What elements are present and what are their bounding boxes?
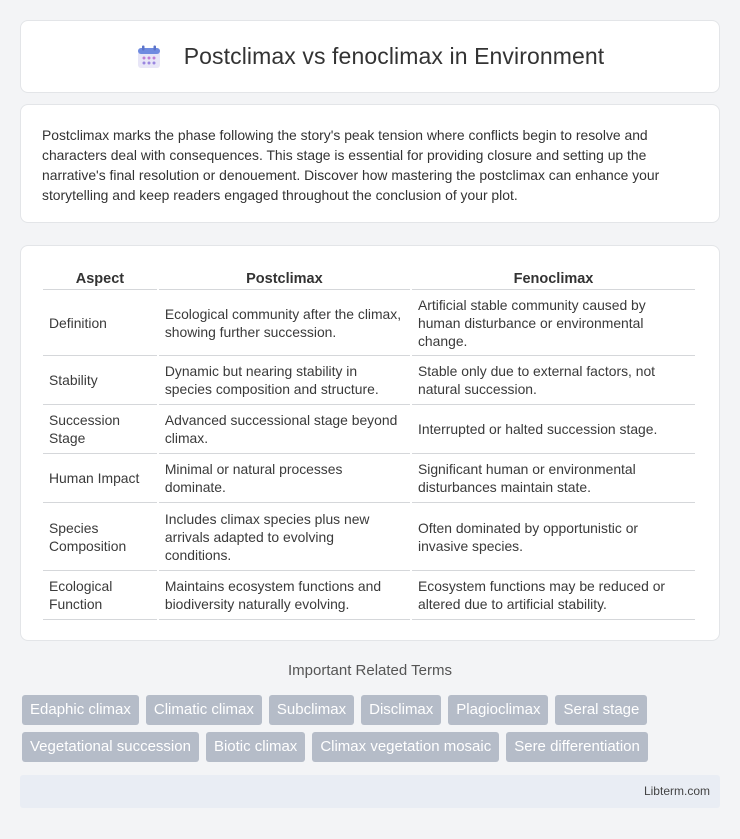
fenoclimax-cell: Often dominated by opportunistic or invasive species. [412,503,695,571]
comparison-card [20,245,720,641]
comparison-table [41,266,697,620]
tag-row [22,695,722,725]
postclimax-cell: Dynamic but nearing stability in species composition and structure. [159,356,410,405]
related-term-tag[interactable]: Vegetational succession [22,732,199,762]
related-term-tag[interactable]: Climatic climax [146,695,262,725]
table-row [43,290,695,356]
postclimax-cell: Advanced successional stage beyond climax. [159,405,410,454]
header-fenoclimax: Fenoclimax [412,266,695,290]
aspect-cell: Definition [43,290,157,356]
header-postclimax: Postclimax [159,266,410,290]
table-row [43,405,695,454]
aspect-cell: Stability [43,356,157,405]
related-term-tag[interactable]: Seral stage [555,695,647,725]
table-header-row [43,266,695,290]
related-term-tag[interactable]: Climax vegetation mosaic [312,732,499,762]
calendar-icon [136,44,162,70]
fenoclimax-cell: Stable only due to external factors, not natural succession. [412,356,695,405]
page-title: Postclimax vs fenoclimax in Environment [183,43,605,69]
intro-card [20,104,720,223]
related-term-tag[interactable]: Edaphic climax [22,695,139,725]
table-row [43,571,695,620]
related-term-tag[interactable]: Subclimax [269,695,354,725]
related-terms [22,695,722,769]
fenoclimax-cell: Artificial stable community caused by human disturbance or environmental change. [412,290,695,356]
postclimax-cell: Includes climax species plus new arrivals adapted to evolving conditions. [159,503,410,571]
table-row [43,503,695,571]
aspect-cell: Human Impact [43,454,157,503]
postclimax-cell: Minimal or natural processes dominate. [159,454,410,503]
fenoclimax-cell: Ecosystem functions may be reduced or altered due to artificial stability. [412,571,695,620]
postclimax-cell: Maintains ecosystem functions and biodiversity naturally evolving. [159,571,410,620]
table-row [43,356,695,405]
related-term-tag[interactable]: Biotic climax [206,732,305,762]
table-row [43,454,695,503]
header-aspect: Aspect [43,266,157,290]
footer [20,775,720,808]
intro-text: Postclimax marks the phase following the story's peak tension where conflicts begin to resolve and characters deal with consequences. This stage is essential for providing closure and setting up the narrative's final resolution or denouement. Discover how mastering the postclimax can enhance your storytelling and keep readers engaged throughout the conclusion of your plot. [42,127,660,203]
postclimax-cell: Ecological community after the climax, showing further succession. [159,290,410,356]
fenoclimax-cell: Interrupted or halted succession stage. [412,405,695,454]
header-card [20,20,720,93]
tag-row [22,732,722,762]
aspect-cell: Species Composition [43,503,157,571]
aspect-cell: Succession Stage [43,405,157,454]
related-term-tag[interactable]: Sere differentiation [506,732,648,762]
footer-link[interactable]: Libterm.com [643,784,710,798]
related-terms-title: Important Related Terms [288,662,452,679]
related-term-tag[interactable]: Disclimax [361,695,441,725]
fenoclimax-cell: Significant human or environmental disturbances maintain state. [412,454,695,503]
related-term-tag[interactable]: Plagioclimax [448,695,548,725]
aspect-cell: Ecological Function [43,571,157,620]
